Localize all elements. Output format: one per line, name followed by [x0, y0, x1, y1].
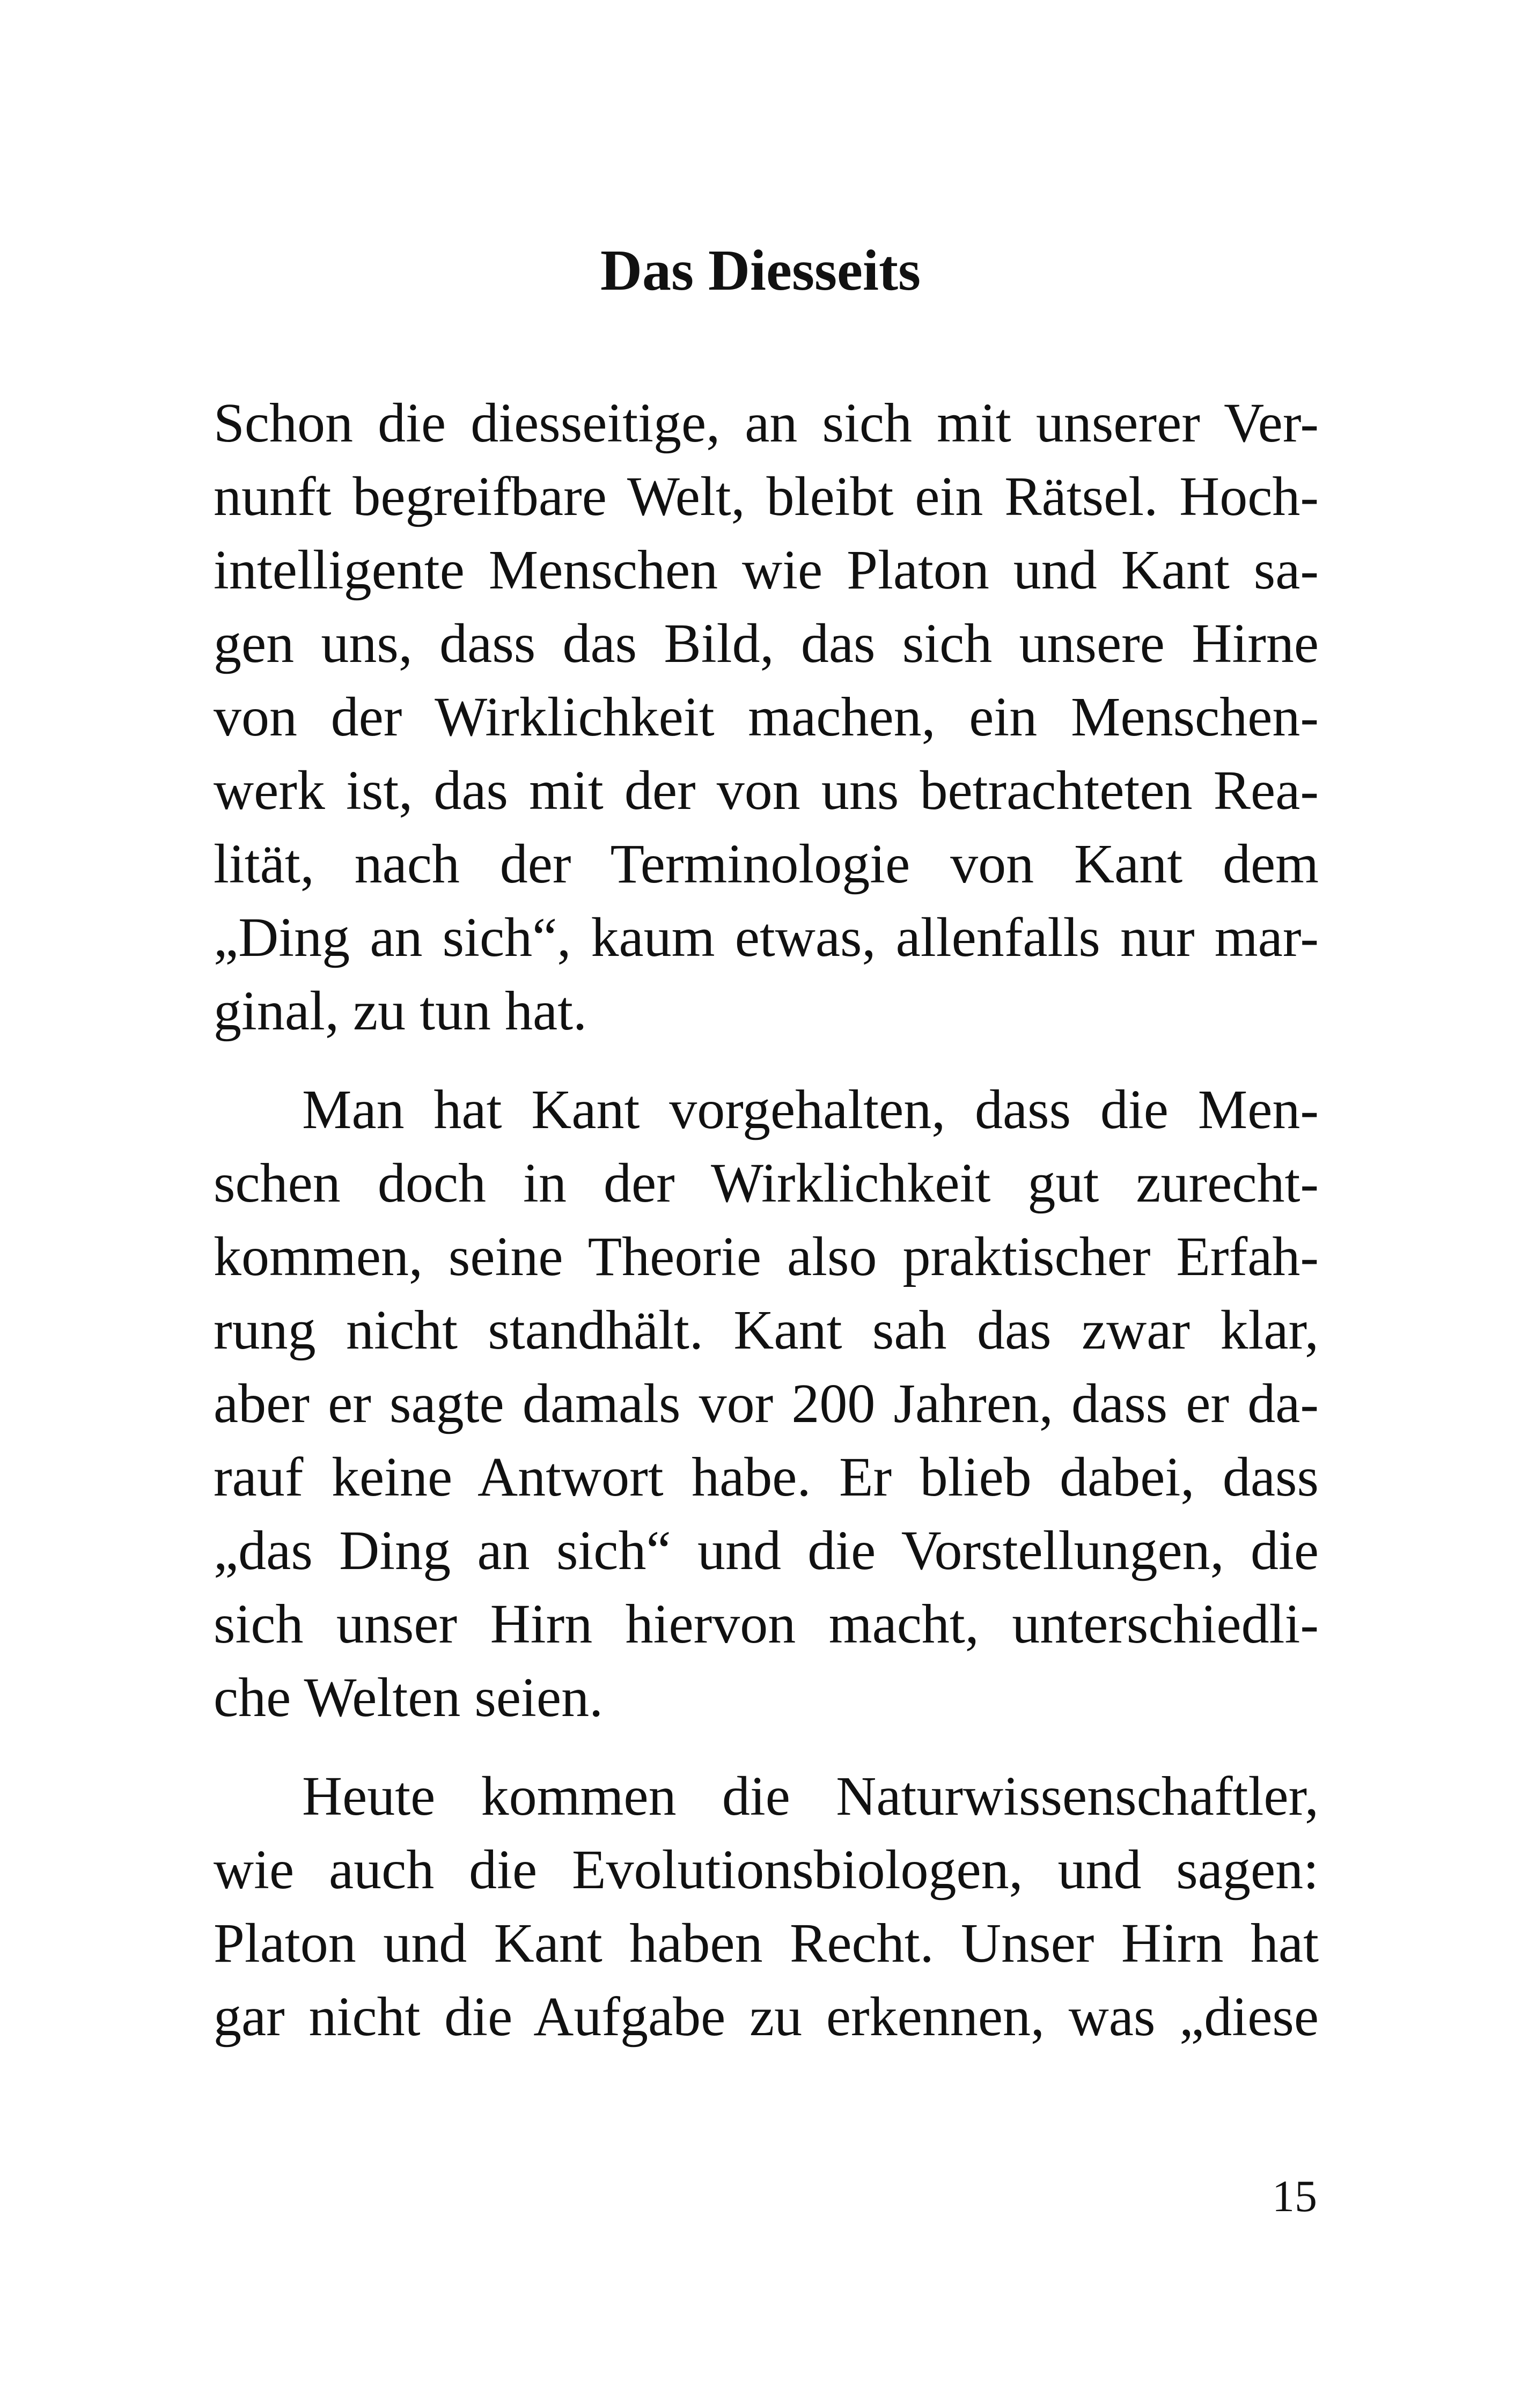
text-line: Schon die diesseitige, an sich mit unserer Ver- — [214, 392, 1319, 454]
page-number: 15 — [1272, 2171, 1317, 2221]
text-line: che Welten seien. — [214, 1667, 604, 1728]
text-line: rauf keine Antwort habe. Er blieb dabei, dass — [214, 1446, 1319, 1508]
text-line: sich unser Hirn hiervon macht, unterschiedli- — [214, 1593, 1319, 1655]
text-line: „das Ding an sich“ und die Vorstellungen, die — [214, 1520, 1319, 1581]
paragraph-1 — [214, 386, 1319, 1048]
text-line: gen uns, dass das Bild, das sich unsere Hirne — [214, 613, 1319, 674]
text-line: gar nicht die Aufgabe zu erkennen, was „diese — [214, 1986, 1319, 2048]
text-line: Platon und Kant haben Recht. Unser Hirn hat — [214, 1912, 1319, 1974]
text-line: Man hat Kant vorgehalten, dass die Men- — [302, 1079, 1319, 1140]
text-line: rung nicht standhält. Kant sah das zwar klar, — [214, 1299, 1319, 1361]
paragraph-3 — [214, 1759, 1319, 2053]
text-line: intelligente Menschen wie Platon und Kant sa- — [214, 539, 1319, 601]
paragraph-2 — [214, 1073, 1319, 1734]
text-line: von der Wirklichkeit machen, ein Menschen- — [214, 686, 1319, 748]
text-line: schen doch in der Wirklichkeit gut zurecht- — [214, 1152, 1319, 1214]
text-line: lität, nach der Terminologie von Kant dem — [214, 833, 1319, 895]
text-line: Heute kommen die Naturwissenschaftler, — [302, 1765, 1319, 1827]
text-line: ginal, zu tun hat. — [214, 980, 587, 1042]
text-line: kommen, seine Theorie also praktischer Erfah- — [214, 1226, 1319, 1287]
text-line: „Ding an sich“, kaum etwas, allenfalls nur mar- — [214, 907, 1319, 968]
text-line: aber er sagte damals vor 200 Jahren, dass er da- — [214, 1373, 1319, 1434]
text-line: werk ist, das mit der von uns betrachteten Rea- — [214, 760, 1319, 821]
text-line: nunft begreifbare Welt, bleibt ein Rätsel. Hoch- — [214, 466, 1319, 527]
text-line: wie auch die Evolutionsbiologen, und sagen: — [214, 1839, 1319, 1901]
chapter-title: Das Diesseits — [600, 239, 921, 303]
